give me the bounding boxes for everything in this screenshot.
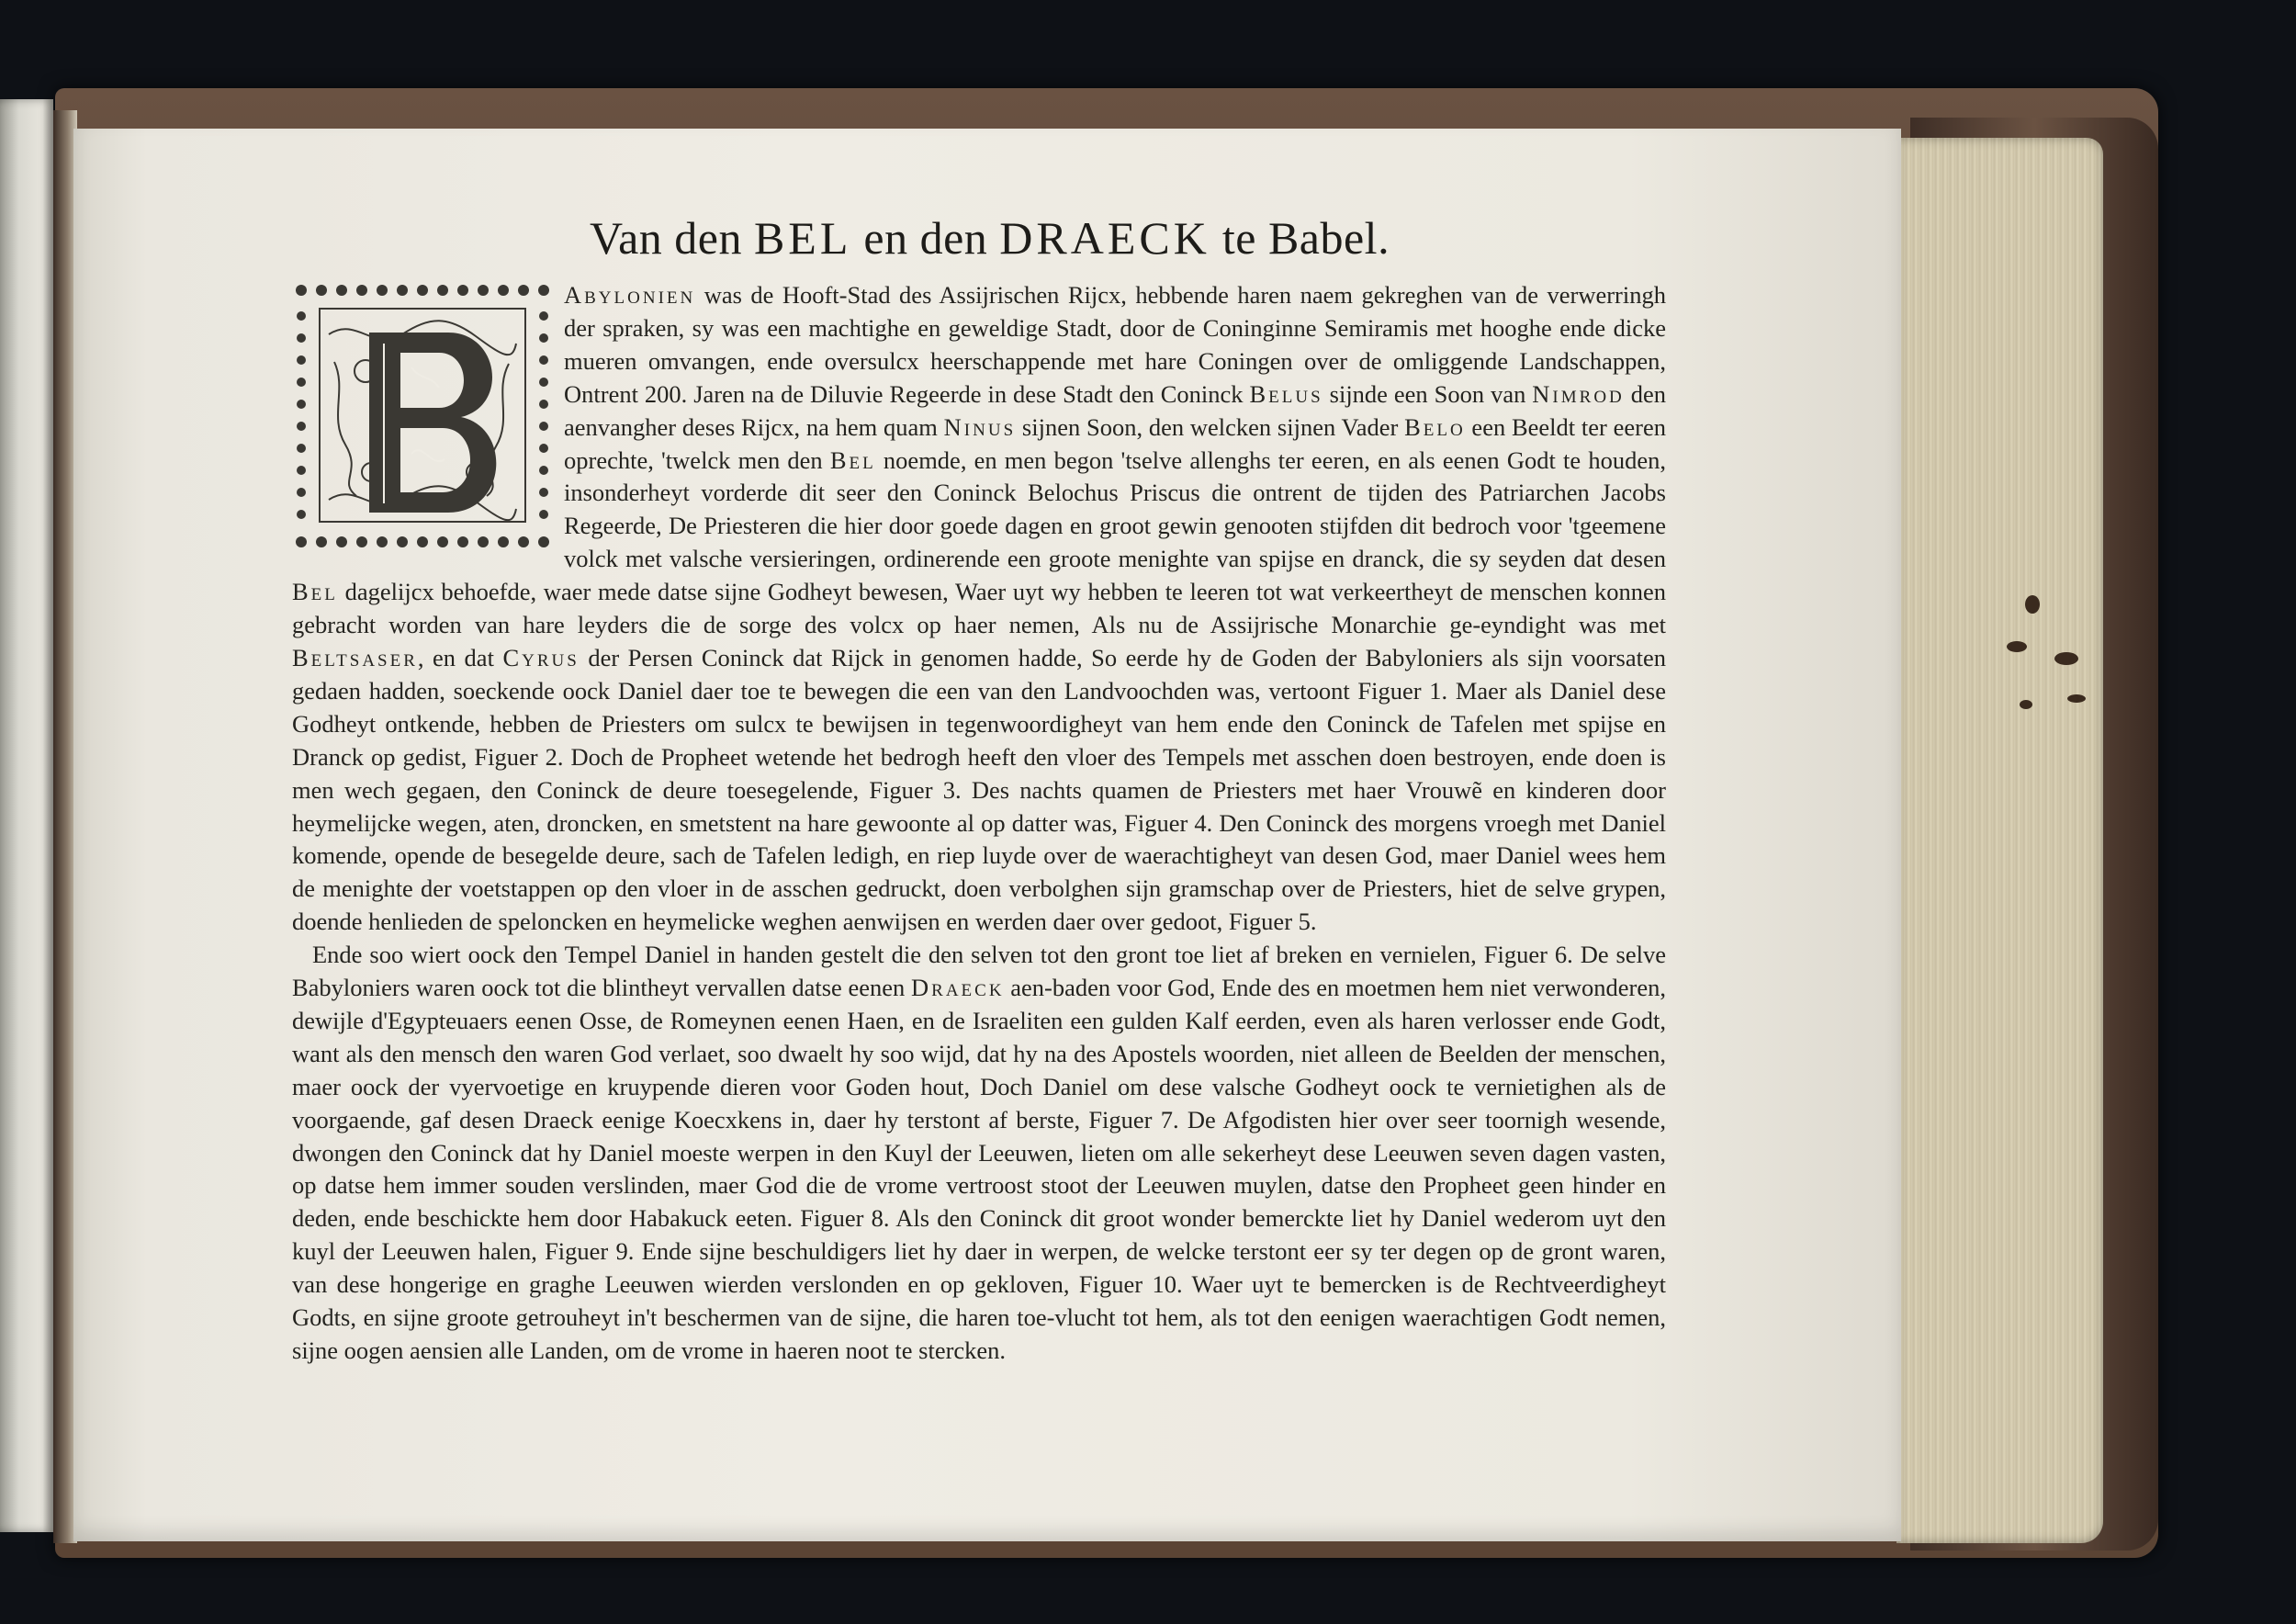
text-run: Nimrod xyxy=(1532,379,1625,408)
paragraph-2 xyxy=(292,939,1666,1368)
text-run: Bel xyxy=(829,445,876,474)
title-post: te Babel. xyxy=(1210,212,1390,264)
ink-blot xyxy=(2067,694,2086,703)
text-run: Draeck xyxy=(911,974,1005,1002)
ink-blot xyxy=(2007,641,2027,652)
body-text xyxy=(292,279,1666,1368)
text-run: Ninus xyxy=(943,412,1017,441)
text-run: Abylonien xyxy=(564,281,696,309)
text-run: , en dat xyxy=(417,643,503,671)
page-title xyxy=(590,211,1398,265)
text-run: was de Hooft-Stad des Assijrischen Rijcx, hebbende haren naem gekreghen van de verwerringh der spraken, sy was een machtighe en geweldige Stadt, door de Coninginne Semiramis met hooghe ende dicke mueren omvangen, ende oversulcx heerschappende met hare Coningen over de omliggende Landschappen, Ontrent 200. Jaren na de Diluvie Regeerde in dese Stadt den Coninck xyxy=(564,281,1666,408)
text-run: Ende soo wiert oock den Tempel Daniel in handen gestelt die den selven tot den gront toe liet af breken en vernielen, Figuer 6. De selve Babyloniers waren oock tot die blintheyt vervallen datse eenen xyxy=(292,941,1666,1002)
left-page-edge xyxy=(0,99,53,1532)
ink-blot xyxy=(2020,700,2032,709)
text-run: den aenvangher deses Rijcx, na hem quam xyxy=(564,379,1666,441)
text-run: aen-baden voor God, Ende des en moetmen hem niet verwonderen, dewijle d'Egypteuaers eenen Osse, de Romeynen eenen Haen, en de Israeliten een gulden Kalf eerden, even als haren verlosser ende Godt, want als den mensch den waren God verlaet, soo dwaelt hy soo wijd, dat hy na des Apostels woorden, niet alleen de Beelden der menschen, maer oock der vyervoetige en kruypende dieren voor Goden hout, Doch Daniel om dese valsche Godheyt oock te vernietighen als de voorgaende, gaf desen Draeck eenige Koecxkens in, daer hy terstont af berste, Figuer 7. De Afgodisten hier over seer toornigh wesende, dwongen den Coninck dat hy Daniel moeste werpen in den Kuyl der Leeuwen, lieten om alle sekerheyt dese Leeuwen seven dagen vasten, op datse hem immer souden verslinden, maer God die de vrome vertroost stoot der Leeuwen muylen, datse den Propheet geen hinder en deden, ende beschickte hem door Habakuck eeten. Figuer 8. Als den Coninck dit groot wonder bemerckte liet hy Daniel wederom uyt den kuyl der Leeuwen halen, Figuer 9. Ende sijne beschuldigers liet hy daer in werpen, de welcke terstont eer sy ter degen op de gront waren, van dese hongerige en graghe Leeuwen wierden verslonden en op gekloven, Figuer 10. Waer uyt te bemercken is de Rechtveerdigheyt Godts, en sijne groote getrouheyt in't beschermen van de sijne, die haren toe-vlucht tot hem, als tot den eenigen waerachtigen Godt nemen, sijne oogen aensien alle Landen, om de vrome in haeren noot te stercken. xyxy=(292,974,1666,1364)
ink-blot xyxy=(2025,595,2040,614)
text-run: sijnen Soon, den welcken sijnen Vader xyxy=(1016,412,1405,441)
ornamental-initial-B-icon xyxy=(292,279,562,558)
text-run: Cyrus xyxy=(502,643,580,671)
ink-blot xyxy=(2054,652,2078,665)
title-mid: en den xyxy=(851,212,1000,264)
text-run: een Beeldt ter eeren oprechte, 'twelck men den xyxy=(564,412,1666,474)
text-run: der Persen Coninck dat Rijck in genomen hadde, So eerde hy de Goden der Babyloniers als sijn voorsaten gedaen hadden, soeckende oock Daniel daer toe te bewegen die een van den Landvoochden was, vertoont Figuer 1. Maer als Daniel dese Godheyt ontkende, hebben de Priesters om sulcx te bewijsen in tegenwoordigheyt van hem ende den Coninck de Tafelen met spijse en Dranck op gedist, Figuer 2. Doch de Propheet wetende het bedrogh heeft den vloer des Tempels met asschen doen bestroyen, ende doen is men wech gegaen, den Coninck de deure toesegelende, Figuer 3. Des nachts quamen de Priesters met haer Vrouwẽ en kinderen door heymelijcke wegen, aten, droncken, en smetstent na hare gewoonte al op datter was, Figuer 4. Den Coninck des morgens vroegh met Daniel komende, opende de besegelde deure, sach de Tafelen ledigh, en riep luyde over de waerachtigheyt van desen God, maer Daniel wees hem de menighte der voetstappen op den vloer in de asschen gedruckt, doen verbolghen sijn gramschap over de Priesters, hiet de selve grypen, doende henlieden de speloncken en heymelicke weghen aenwijsen en werden daer over gedoot, Figuer 5. xyxy=(292,643,1666,936)
text-run: Beltsaser xyxy=(292,643,418,671)
text-run: Bel xyxy=(292,578,338,606)
title-bel: BEL xyxy=(753,212,852,264)
text-run: Belus xyxy=(1249,379,1323,408)
text-run: dagelijcx behoefde, waer mede datse sijne Godheyt bewesen, Waer uyt wy hebben te leeren tot wat verkeertheyt de menschen konnen gebracht worden van hare leyders die de sorge des volcx op haer nemen, Als nu de Assijrische Monarchie ge-eyndight was met xyxy=(292,578,1666,639)
text-run: sijnde een Soon van xyxy=(1322,379,1533,408)
title-draeck: DRAECK xyxy=(999,212,1210,264)
text-run: Belo xyxy=(1404,412,1466,441)
page-fore-edge xyxy=(1896,138,2103,1543)
title-pre: Van den xyxy=(590,212,754,264)
text-run: noemde, en men begon 'tselve allenghs ter eeren, en als eenen Godt te houden, insonderheyt vorderde dit seer den Coninck Belochus Priscus die ontrent de tijden des Patriarchen Jacobs Regeerde, De Priesteren die hier door goede dagen en groot gewin genooten stijfden dit bedroch voor 'tgeemene volck met valsche versieringen, ordinerende een groote menighte van spijse en dranck, die sy seyden dat desen xyxy=(564,445,1666,573)
